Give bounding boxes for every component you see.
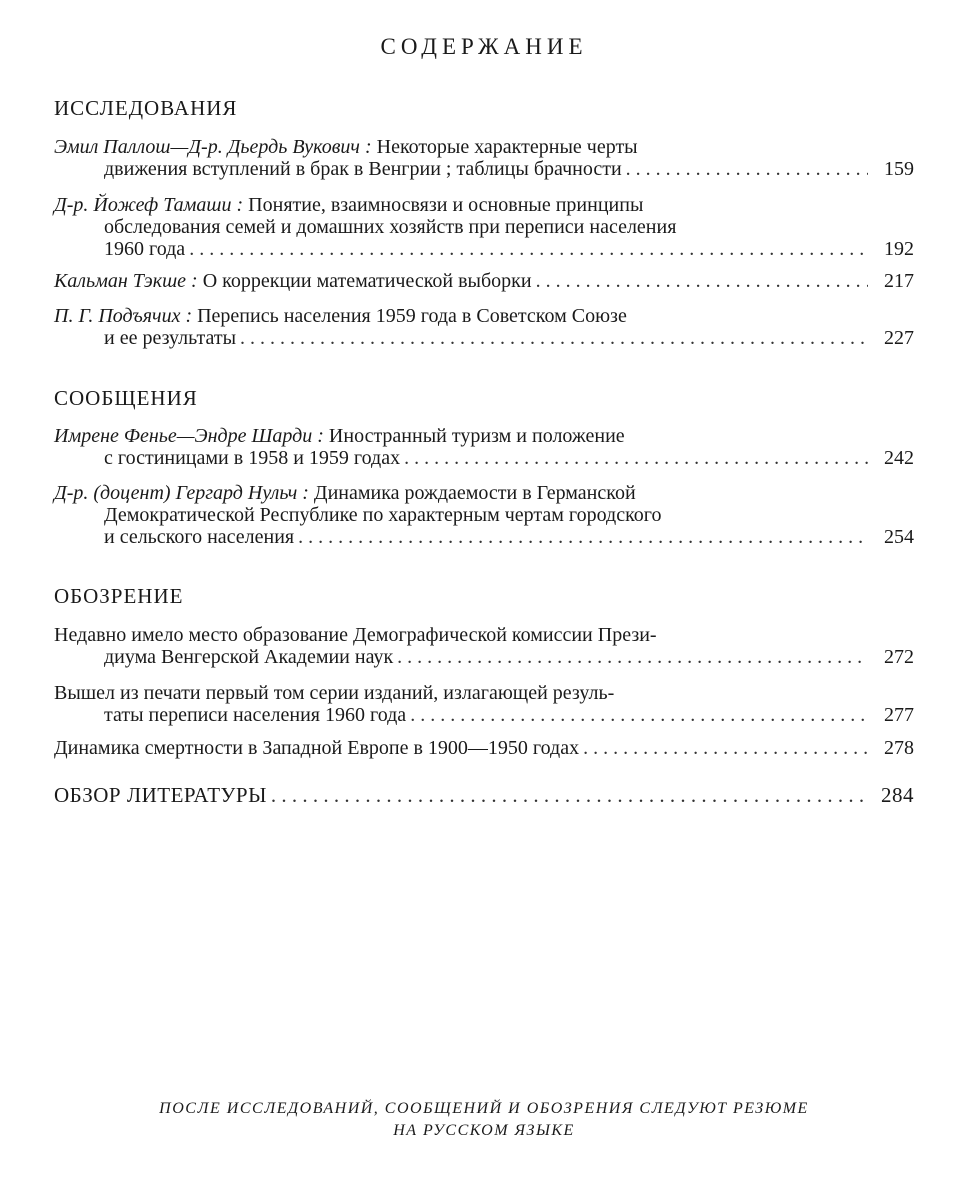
entry-title: Понятие, взаимносвязи и основные принципы xyxy=(248,194,644,216)
entry-line xyxy=(54,136,914,158)
entry-title-cont: 1960 года xyxy=(104,238,186,260)
entry-author: Эмил Паллош—Д-р. Дьердь Вукович : xyxy=(54,136,372,158)
entry-title: Динамика рождаемости в Германской xyxy=(313,482,636,504)
entry-line-last xyxy=(54,270,914,292)
section-heading-review: ОБОЗРЕНИЕ xyxy=(54,584,184,608)
page-number: 192 xyxy=(884,238,914,260)
toc-entry[interactable] xyxy=(54,624,914,668)
dot-leader xyxy=(189,238,868,260)
entry-title-cont: с гостиницами в 1958 и 1959 годах xyxy=(104,447,401,469)
dot-leader xyxy=(536,270,868,292)
entry-author: Д-р. Йожеф Тамаши : xyxy=(54,194,244,216)
toc-entry[interactable] xyxy=(54,482,914,548)
entry-line: обследования семей и домашних хозяйств при переписи населения xyxy=(104,216,677,238)
entry-title-cont: и ее результаты xyxy=(104,327,237,349)
section-heading-literature: ОБЗОР ЛИТЕРАТУРЫ xyxy=(54,783,267,807)
page-number: 277 xyxy=(884,704,914,726)
dot-leader xyxy=(271,784,868,806)
entry-line: Недавно имело место образование Демографической комиссии Прези- xyxy=(54,624,657,646)
dot-leader xyxy=(298,526,868,548)
entry-title: Перепись населения 1959 года в Советском Союзе xyxy=(197,305,627,327)
entry-title: О коррекции математической выборки xyxy=(202,270,532,292)
entry-line xyxy=(54,305,914,327)
dot-leader xyxy=(404,447,868,469)
page-number: 254 xyxy=(884,526,914,548)
dot-leader xyxy=(410,704,868,726)
toc-entry[interactable] xyxy=(54,305,914,349)
toc-page xyxy=(54,0,914,1180)
entry-title: Некоторые характерные черты xyxy=(376,136,638,158)
entry-title: Динамика смертности в Западной Европе в 1900—1950 годах xyxy=(54,737,580,759)
entry-author: Д-р. (доцент) Гергард Нульч : xyxy=(54,482,309,504)
entry-title-cont: таты переписи населения 1960 года xyxy=(104,704,407,726)
toc-entry[interactable] xyxy=(54,194,914,260)
dot-leader xyxy=(397,646,868,668)
entry-line xyxy=(54,482,914,504)
entry-line-last xyxy=(54,784,914,806)
dot-leader xyxy=(583,737,868,759)
section-heading-reports: СООБЩЕНИЯ xyxy=(54,386,198,410)
toc-entry[interactable] xyxy=(54,425,914,469)
entry-line-last xyxy=(54,327,914,349)
footer-note xyxy=(54,1098,914,1142)
page-number: 272 xyxy=(884,646,914,668)
entry-line xyxy=(54,194,914,216)
section-heading-research: ИССЛЕДОВАНИЯ xyxy=(54,96,238,120)
entry-line-last xyxy=(54,158,914,180)
entry-line: Вышел из печати первый том серии изданий, излагающей резуль- xyxy=(54,682,615,704)
entry-line xyxy=(54,425,914,447)
toc-entry[interactable] xyxy=(54,270,914,292)
entry-title-cont: движения вступлений в брак в Венгрии ; таблицы брачности xyxy=(104,158,622,180)
footer-line: НА РУССКОМ ЯЗЫКЕ xyxy=(393,1122,575,1139)
entry-author: Имрене Фенье—Эндре Шарди : xyxy=(54,425,324,447)
entry-line-last xyxy=(54,447,914,469)
page-number: 278 xyxy=(884,737,914,759)
entry-title: Иностранный туризм и положение xyxy=(328,425,625,447)
page-number: 217 xyxy=(884,270,914,292)
entry-line-last xyxy=(54,646,914,668)
toc-entry[interactable] xyxy=(54,737,914,759)
entry-line-last xyxy=(54,238,914,260)
entry-line-last xyxy=(54,737,914,759)
toc-entry[interactable] xyxy=(54,136,914,180)
entry-title-cont: и сельского населения xyxy=(104,526,295,548)
page-number: 242 xyxy=(884,447,914,469)
entry-line-last xyxy=(54,526,914,548)
page-number: 284 xyxy=(881,783,914,807)
page-title: СОДЕРЖАНИЕ xyxy=(380,34,588,59)
dot-leader xyxy=(626,158,868,180)
entry-title-cont: диума Венгерской Академии наук xyxy=(104,646,394,668)
entry-line: Демократической Республике по характерным чертам городского xyxy=(104,504,662,526)
page-number: 159 xyxy=(884,158,914,180)
entry-author: Кальман Тэкше : xyxy=(54,270,198,292)
entry-line-last xyxy=(54,704,914,726)
toc-entry-literature[interactable] xyxy=(54,784,914,806)
footer-line: ПОСЛЕ ИССЛЕДОВАНИЙ, СООБЩЕНИЙ И ОБОЗРЕНИЯ СЛЕДУЮТ РЕЗЮМЕ xyxy=(159,1100,809,1117)
toc-entry[interactable] xyxy=(54,682,914,726)
page-number: 227 xyxy=(884,327,914,349)
dot-leader xyxy=(240,327,868,349)
entry-author: П. Г. Подъячих : xyxy=(54,305,193,327)
